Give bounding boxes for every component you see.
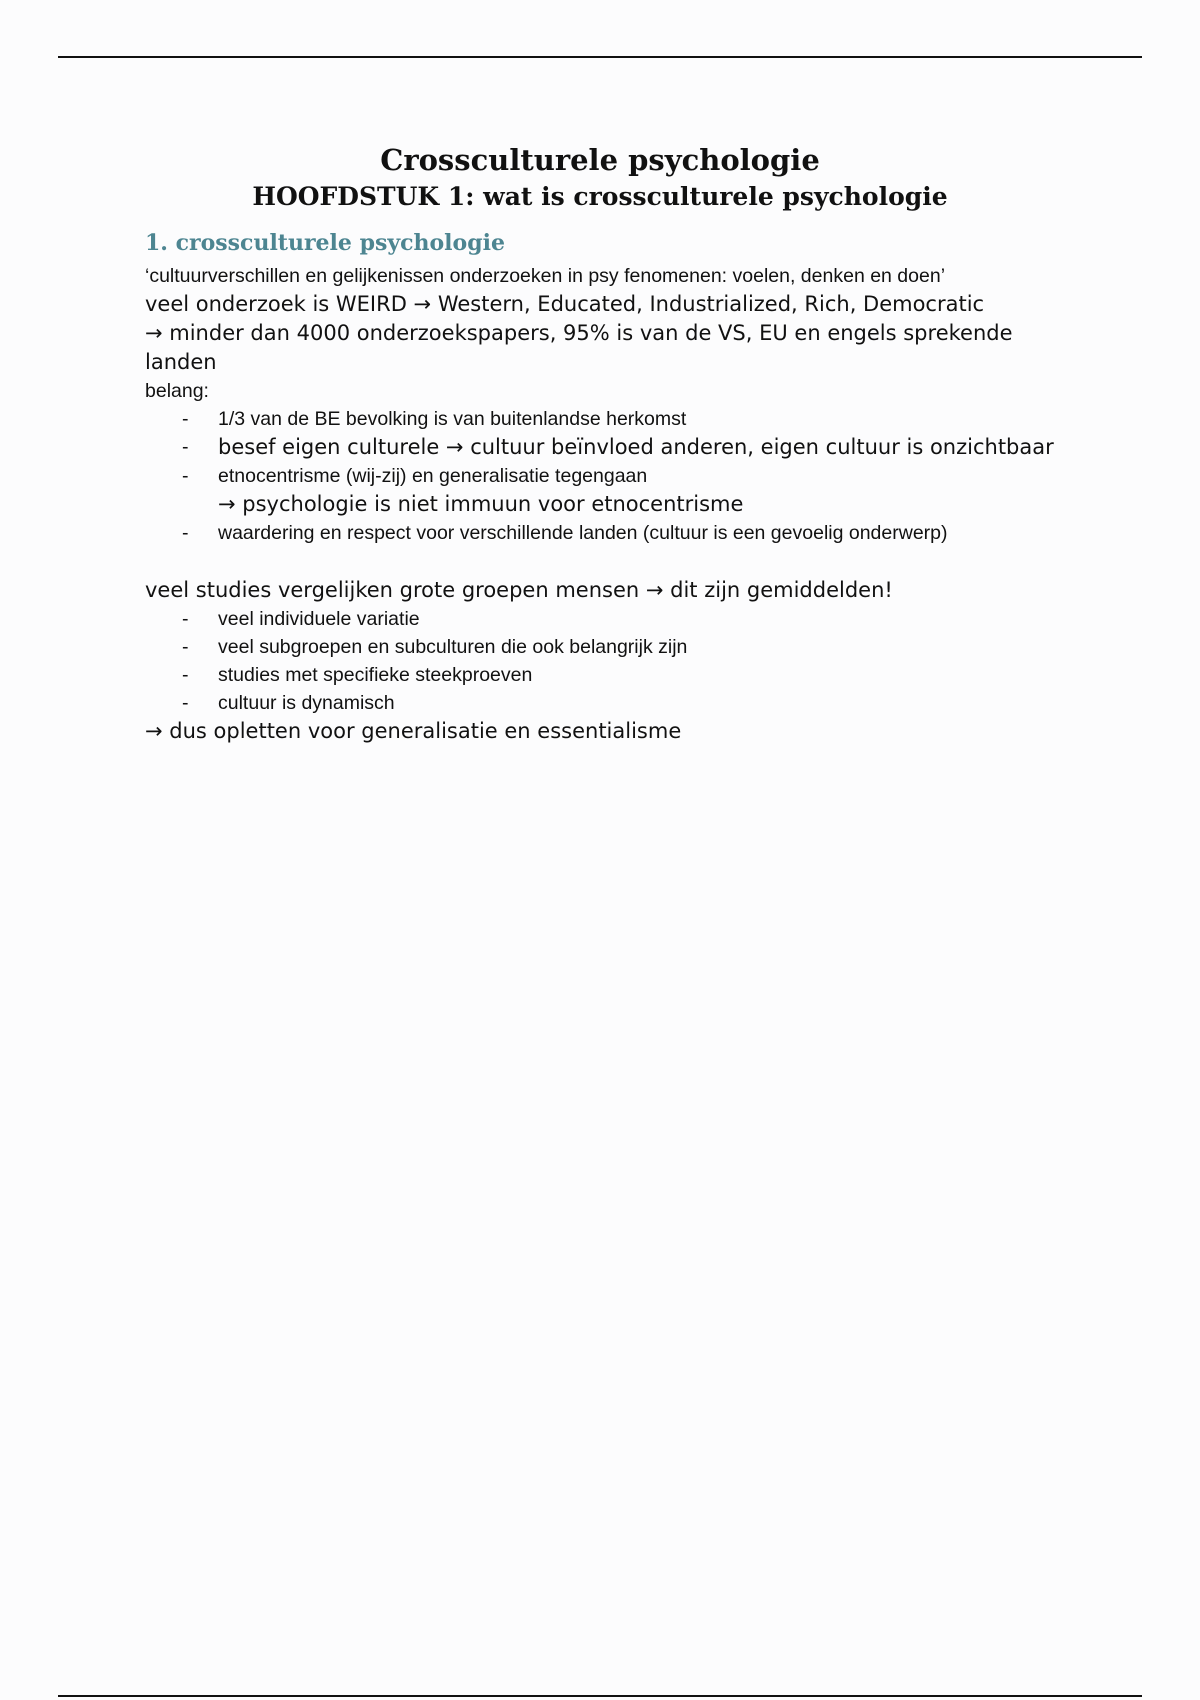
list-item-text: veel subgroepen en subculturen die ook belangrijk zijn <box>218 636 688 658</box>
dash-bullet: - <box>182 408 189 430</box>
list-item-subtext: → psychologie is niet immuun voor etnocentrisme <box>218 492 744 516</box>
dash-bullet: - <box>182 608 189 630</box>
list-item <box>145 462 1075 519</box>
list-item-text: etnocentrisme (wij-zij) en generalisatie tegengaan <box>218 465 648 487</box>
list-item <box>145 433 1075 462</box>
list-item <box>145 519 1075 547</box>
dash-bullet: - <box>182 664 189 686</box>
dash-bullet: - <box>182 692 189 714</box>
dash-bullet: - <box>182 522 189 544</box>
studies-list <box>145 605 1075 717</box>
top-rule <box>58 56 1142 58</box>
blank-line <box>145 547 1075 576</box>
list-item-text: studies met specifieke steekproeven <box>218 664 533 686</box>
list-item-text: waardering en respect voor verschillende landen (cultuur is een gevoelig onderwerp) <box>218 522 948 544</box>
list-item-text: cultuur is dynamisch <box>218 692 395 714</box>
conclusion-text: → dus opletten voor generalisatie en essentialisme <box>145 719 682 743</box>
papers-text: → minder dan 4000 onderzoekspapers, 95% is van de VS, EU en engels sprekende landen <box>145 321 1013 374</box>
list-item <box>145 633 1075 661</box>
weird-text: veel onderzoek is WEIRD → Western, Educated, Industrialized, Rich, Democratic <box>145 292 985 316</box>
list-item-text: 1/3 van de BE bevolking is van buitenlandse herkomst <box>218 408 687 430</box>
list-item <box>145 405 1075 433</box>
document-title: Crossculturele psychologie <box>380 143 820 177</box>
section-heading: 1. crossculturele psychologie <box>145 230 505 256</box>
studies-text: veel studies vergelijken grote groepen mensen → dit zijn gemiddelden! <box>145 578 893 602</box>
dash-bullet: - <box>182 465 189 487</box>
definition-text: ‘cultuurverschillen en gelijkenissen onderzoeken in psy fenomenen: voelen, denken en doen’ <box>145 265 946 287</box>
list-item <box>145 689 1075 717</box>
belang-label: belang: <box>145 380 209 402</box>
belang-list <box>145 405 1075 547</box>
chapter-title: HOOFDSTUK 1: wat is crossculturele psychologie <box>252 182 948 211</box>
bottom-rule <box>58 1695 1142 1697</box>
document-body <box>145 262 1075 746</box>
list-item <box>145 605 1075 633</box>
dash-bullet: - <box>182 436 189 458</box>
dash-bullet: - <box>182 636 189 658</box>
list-item-text: besef eigen culturele → cultuur beïnvloed anderen, eigen cultuur is onzichtbaar <box>218 435 1054 459</box>
list-item <box>145 661 1075 689</box>
list-item-text: veel individuele variatie <box>218 608 420 630</box>
